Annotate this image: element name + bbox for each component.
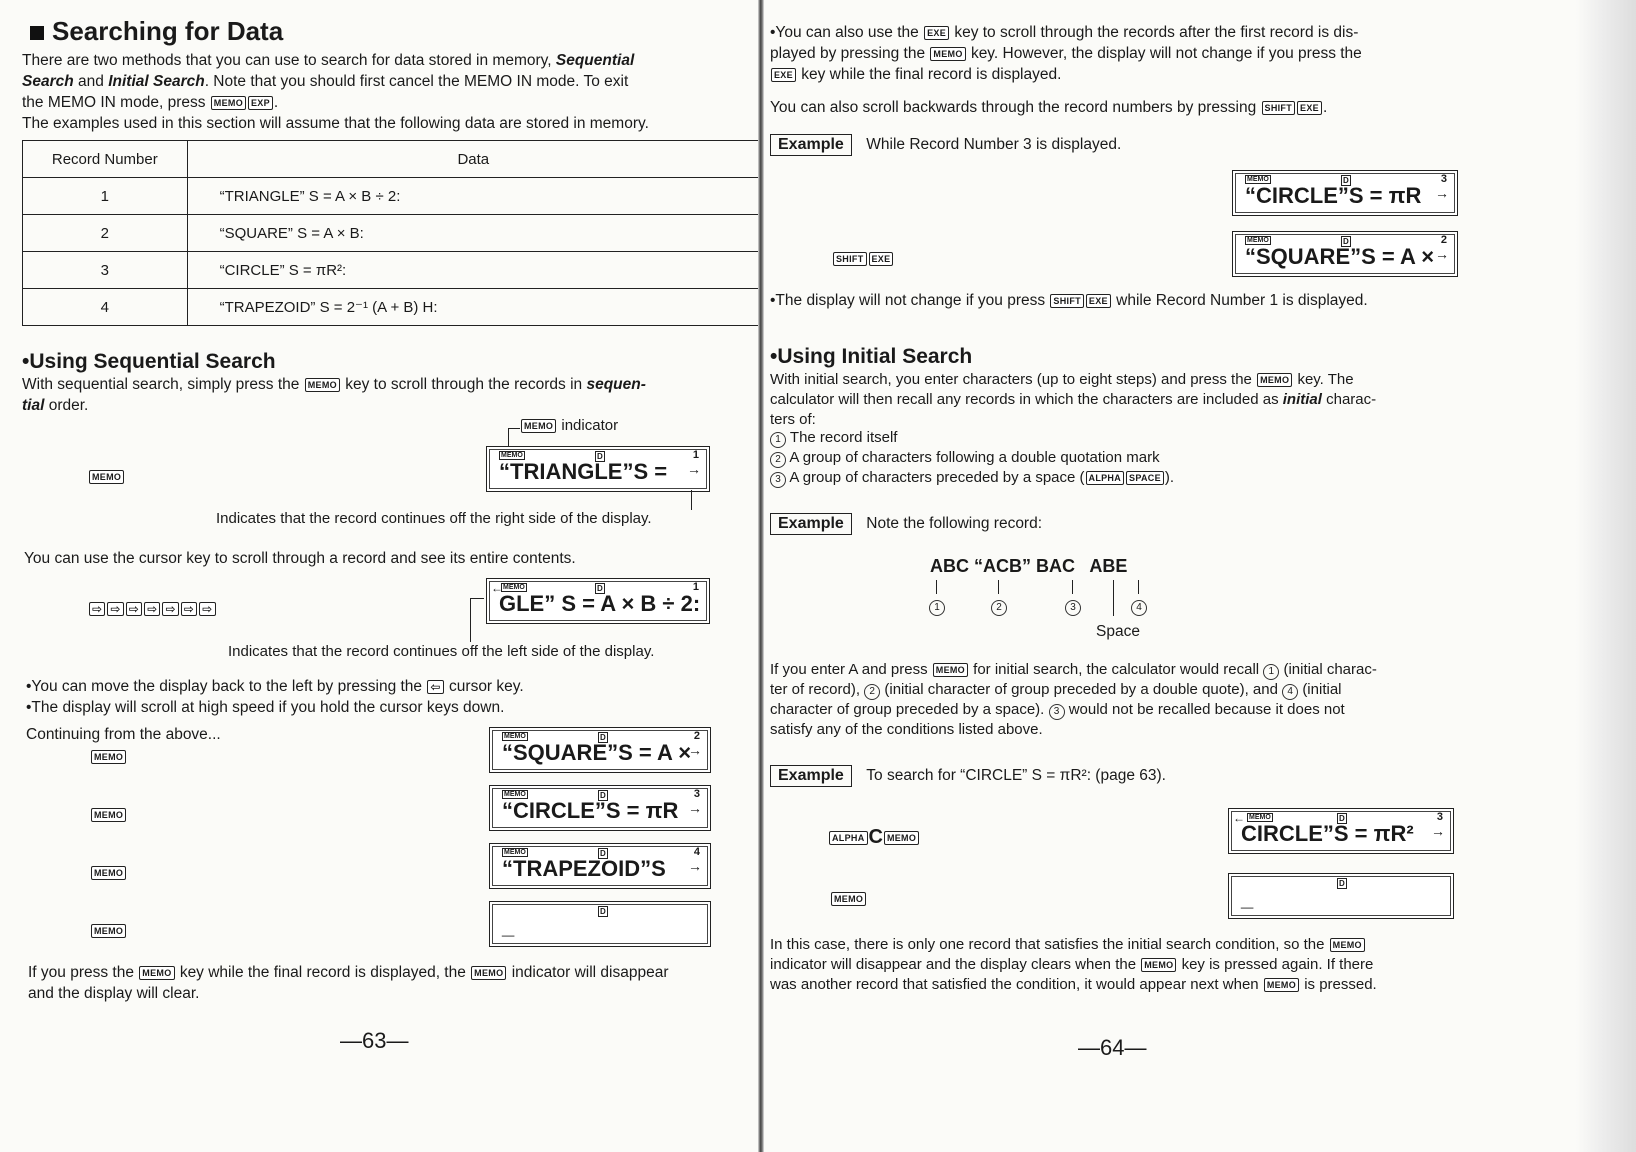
example-3 xyxy=(770,765,1166,787)
memo-indicator: MEMO xyxy=(1247,176,1269,183)
memo-key: MEMO xyxy=(1330,938,1365,952)
lcd-display-cleared xyxy=(489,901,711,947)
memo-key: MEMO xyxy=(305,378,340,392)
record-number: 1 xyxy=(692,581,699,593)
memo-key: MEMO xyxy=(89,470,124,484)
right-arrow-icon: → xyxy=(1435,246,1449,262)
marker-1 xyxy=(929,597,945,616)
record-number: 1 xyxy=(692,449,699,461)
exe-scroll-paragraph: •You can also use the EXE key to scroll through the records after the first record is dis- played by pressing the MEMO key. However, the display will not change if you press the EXE key while the final record is displayed. xyxy=(770,24,1362,83)
shift-key: SHIFT xyxy=(833,252,867,266)
example-label: Example xyxy=(770,765,852,787)
leader-line xyxy=(691,490,692,510)
memo-key: MEMO xyxy=(1257,373,1292,387)
example-label: Example xyxy=(770,513,852,535)
lcd-display-square-r2 xyxy=(1232,231,1458,277)
space-key: SPACE xyxy=(1126,471,1164,485)
table-row xyxy=(23,252,760,289)
circled-number: 3 xyxy=(770,472,786,488)
marker-3 xyxy=(1065,597,1081,616)
exe-key: EXE xyxy=(869,252,894,266)
continuing-label: Continuing from the above... xyxy=(26,726,221,743)
d-indicator: D xyxy=(600,849,606,858)
initial-search-heading: •Using Initial Search xyxy=(770,345,973,368)
right-arrow-icon: → xyxy=(1435,185,1449,201)
scroll-back-paragraph: You can also scroll backwards through the record numbers by pressing SHIFT EXE . xyxy=(770,99,1328,116)
page-63 xyxy=(0,0,760,1152)
marker-4 xyxy=(1131,597,1147,616)
right-arrow-icon: → xyxy=(687,461,701,477)
record-number: 3 xyxy=(1440,173,1447,185)
exe-key: EXE xyxy=(1086,294,1111,308)
leader-line xyxy=(1138,580,1139,594)
heading-text: Searching for Data xyxy=(52,16,284,46)
records-table xyxy=(22,140,760,326)
alpha-c-memo-keys xyxy=(828,826,920,849)
exp-key: EXP xyxy=(248,96,273,110)
alpha-key: ALPHA xyxy=(829,831,868,845)
table-row xyxy=(23,178,760,215)
lcd-cursor: _ xyxy=(1241,886,1254,911)
right-arrow-icon: → xyxy=(1431,823,1445,839)
table-cell: “CIRCLE” S = πR²: xyxy=(187,252,759,289)
memo-key: MEMO xyxy=(211,96,246,110)
note-continues-left: Indicates that the record continues off the left side of the display. xyxy=(228,643,655,660)
lcd-cursor: _ xyxy=(502,914,515,939)
table-cell: 3 xyxy=(23,252,188,289)
table-row xyxy=(23,215,760,252)
table-cell: “SQUARE” S = A × B: xyxy=(187,215,759,252)
memo-key: MEMO xyxy=(139,966,174,980)
leader-line xyxy=(936,580,937,594)
circled-number: 1 xyxy=(929,600,945,616)
lcd-text: “CIRCLE”S = πR xyxy=(502,798,679,823)
table-cell: 1 xyxy=(23,178,188,215)
table-cell: 4 xyxy=(23,289,188,326)
lcd-text: “CIRCLE”S = πR xyxy=(1245,183,1422,208)
circled-number: 2 xyxy=(991,600,1007,616)
circled-number: 4 xyxy=(1282,684,1298,700)
d-indicator: D xyxy=(600,733,606,742)
initial-search-paragraph: With initial search, you enter characters (up to eight steps) and press the MEMO key. The calculator will then recall any records in which the characters are included as initial charac- ters of: xyxy=(770,371,1377,428)
leader-line xyxy=(1072,580,1073,594)
d-indicator: D xyxy=(597,452,603,461)
d-indicator: D xyxy=(1343,176,1349,185)
list-item: 2 A group of characters following a double quotation mark xyxy=(770,448,1174,468)
record-number: 3 xyxy=(1436,811,1443,823)
page-edge-shadow xyxy=(1576,0,1636,1152)
memo-key: MEMO xyxy=(91,866,126,880)
memo-key: MEMO xyxy=(521,419,556,433)
right-arrow-icon: → xyxy=(688,858,702,874)
example-text: Note the following record: xyxy=(866,515,1043,532)
indicator-leader-line xyxy=(508,428,520,429)
d-indicator: D xyxy=(600,791,606,800)
lcd-text: “TRAPEZOID”S xyxy=(502,856,666,881)
d-indicator: D xyxy=(597,584,603,593)
memo-indicator: MEMO xyxy=(504,733,526,740)
circled-number: 3 xyxy=(1049,704,1065,720)
d-indicator: D xyxy=(1343,237,1349,246)
indicator-callout: MEMO indicator xyxy=(520,416,618,436)
sequential-heading: •Using Sequential Search xyxy=(22,350,276,373)
cursor-left-key: ⇦ xyxy=(427,680,443,694)
right-arrow-icon: → xyxy=(688,800,702,816)
lcd-display-square xyxy=(489,727,711,773)
memo-key: MEMO xyxy=(91,750,126,764)
no-change-note: •The display will not change if you press SHIFT EXE while Record Number 1 is displayed. xyxy=(770,292,1368,309)
memo-key: MEMO xyxy=(831,892,866,906)
page-number: —64— xyxy=(1078,1035,1147,1060)
square-bullet-icon xyxy=(30,26,44,40)
record-number: 3 xyxy=(693,788,700,800)
lcd-display-circle-r3 xyxy=(1232,170,1458,216)
lcd-text: CIRCLE”S = πR² xyxy=(1241,821,1414,846)
intro-paragraph: There are two methods that you can use to search for data stored in memory, Sequential Search and Initial Search. Note that you should first cancel the MEMO IN mode. To exit the MEMO IN mode, press MEMO EXP . The examples used in this section will assume that the following data are stored in memory. xyxy=(22,52,649,132)
initial-conditions-list xyxy=(770,428,1174,488)
example-text: While Record Number 3 is displayed. xyxy=(866,136,1122,153)
circled-number: 1 xyxy=(770,432,786,448)
lcd-text: “TRIANGLE”S = xyxy=(499,459,668,484)
memo-key: MEMO xyxy=(933,663,968,677)
memo-indicator: MEMO xyxy=(1249,814,1271,821)
leader-line xyxy=(998,580,999,594)
exe-key: EXE xyxy=(771,68,796,82)
table-cell: “TRIANGLE” S = A × B ÷ 2: xyxy=(187,178,759,215)
record-number: 4 xyxy=(693,846,700,858)
circled-number: 2 xyxy=(864,684,880,700)
circled-number: 1 xyxy=(1263,664,1279,680)
shift-key: SHIFT xyxy=(1262,101,1296,115)
lcd-display-triangle xyxy=(486,446,710,492)
list-item: 3 A group of characters preceded by a space ( ALPHA SPACE ). xyxy=(770,468,1174,488)
marker-2 xyxy=(991,597,1007,616)
memo-indicator: MEMO xyxy=(503,584,525,591)
d-indicator: D xyxy=(600,907,606,916)
space-label: Space xyxy=(1096,623,1140,640)
shift-exe-keys xyxy=(832,250,894,268)
memo-indicator: MEMO xyxy=(1247,237,1269,244)
lcd-display-trapezoid xyxy=(489,843,711,889)
memo-key: MEMO xyxy=(1264,978,1299,992)
c-letter: C xyxy=(868,826,883,848)
exe-key: EXE xyxy=(924,26,949,40)
list-item: 1 The record itself xyxy=(770,428,1174,448)
exe-key: EXE xyxy=(1297,101,1322,115)
leader-line xyxy=(470,598,484,599)
cursor-right-key: ⇨ xyxy=(181,602,197,616)
cursor-right-key: ⇨ xyxy=(89,602,105,616)
table-row xyxy=(23,289,760,326)
final-record-paragraph: If you press the MEMO key while the final record is displayed, the MEMO indicator will disappear and the display will clear. xyxy=(28,964,669,1002)
table-header-cell: Data xyxy=(187,141,759,178)
initial-example-explanation: If you enter A and press MEMO for initial search, the calculator would recall 1 (initial charac- ter of record), 2 (initial character of group preceded by a double quote), and 4 (initial character of group preceded by a space). 3 would not be recalled because it does not satisfy any of the conditions listed above. xyxy=(770,661,1377,738)
cursor-right-key: ⇨ xyxy=(162,602,178,616)
table-header-row xyxy=(23,141,760,178)
record-number: 2 xyxy=(1440,234,1447,246)
cursor-right-key: ⇨ xyxy=(144,602,160,616)
table-cell: “TRAPEZOID” S = 2⁻¹ (A + B) H: xyxy=(187,289,759,326)
indicator-leader-line xyxy=(508,428,509,446)
book-fold xyxy=(758,0,764,1152)
example-text: To search for “CIRCLE” S = πR²: (page 63). xyxy=(866,767,1166,784)
page-number: —63— xyxy=(340,1028,409,1053)
cursor-key-sequence xyxy=(88,600,217,618)
shift-key: SHIFT xyxy=(1050,294,1084,308)
example-label: Example xyxy=(770,134,852,156)
lcd-text: GLE” S = A × B ÷ 2: xyxy=(499,591,701,616)
lcd-display-gle xyxy=(486,578,710,624)
memo-key: MEMO xyxy=(91,924,126,938)
sequential-paragraph: With sequential search, simply press the MEMO key to scroll through the records in sequen- tial order. xyxy=(22,376,646,414)
circled-number: 4 xyxy=(1131,600,1147,616)
memo-key: MEMO xyxy=(471,966,506,980)
lcd-text: “SQUARE”S = A × xyxy=(1245,244,1435,269)
lcd-display-circle xyxy=(489,785,711,831)
lcd-text: “SQUARE”S = A × xyxy=(502,740,692,765)
record-number: 2 xyxy=(693,730,700,742)
left-arrow-icon: ← xyxy=(491,581,503,595)
memo-key: MEMO xyxy=(1141,958,1176,972)
note-continues-right: Indicates that the record continues off the right side of the display. xyxy=(216,510,652,527)
memo-key: MEMO xyxy=(91,808,126,822)
d-indicator: D xyxy=(1339,814,1345,823)
memo-indicator: MEMO xyxy=(504,849,526,856)
example-2 xyxy=(770,513,1042,535)
lcd-display-circle-search xyxy=(1228,808,1454,854)
lcd-display-cleared-2 xyxy=(1228,873,1454,919)
cursor-right-key: ⇨ xyxy=(107,602,123,616)
left-arrow-icon: ← xyxy=(1233,811,1245,825)
leader-line xyxy=(1113,580,1114,616)
table-cell: 2 xyxy=(23,215,188,252)
bullet-notes: •You can move the display back to the left by pressing the ⇦ cursor key. •The display will scroll at high speed if you hold the cursor keys down. xyxy=(26,678,524,716)
example-1 xyxy=(770,134,1121,156)
alpha-key: ALPHA xyxy=(1086,471,1125,485)
page-64 xyxy=(770,0,1636,1152)
right-arrow-icon: → xyxy=(688,742,702,758)
cursor-right-key: ⇨ xyxy=(199,602,215,616)
d-indicator: D xyxy=(1339,879,1345,888)
circled-number: 2 xyxy=(770,452,786,468)
cursor-paragraph: You can use the cursor key to scroll through a record and see its entire contents. xyxy=(24,550,576,567)
memo-key: MEMO xyxy=(930,47,965,61)
memo-indicator: MEMO xyxy=(501,452,523,459)
leader-line xyxy=(470,598,471,642)
circled-number: 3 xyxy=(1065,600,1081,616)
memo-key: MEMO xyxy=(884,831,919,845)
section-heading-searching xyxy=(30,16,283,47)
record-sample: ABC “ACB” BAC ABE xyxy=(930,556,1128,576)
memo-indicator: MEMO xyxy=(504,791,526,798)
cursor-right-key: ⇨ xyxy=(126,602,142,616)
closing-paragraph: In this case, there is only one record that satisfies the initial search condition, so the MEMO indicator will disappear and the display clears when the MEMO key is pressed again. If there was another record that satisfied the condition, it would appear next when MEMO is pressed. xyxy=(770,936,1377,993)
table-header-cell: Record Number xyxy=(23,141,188,178)
